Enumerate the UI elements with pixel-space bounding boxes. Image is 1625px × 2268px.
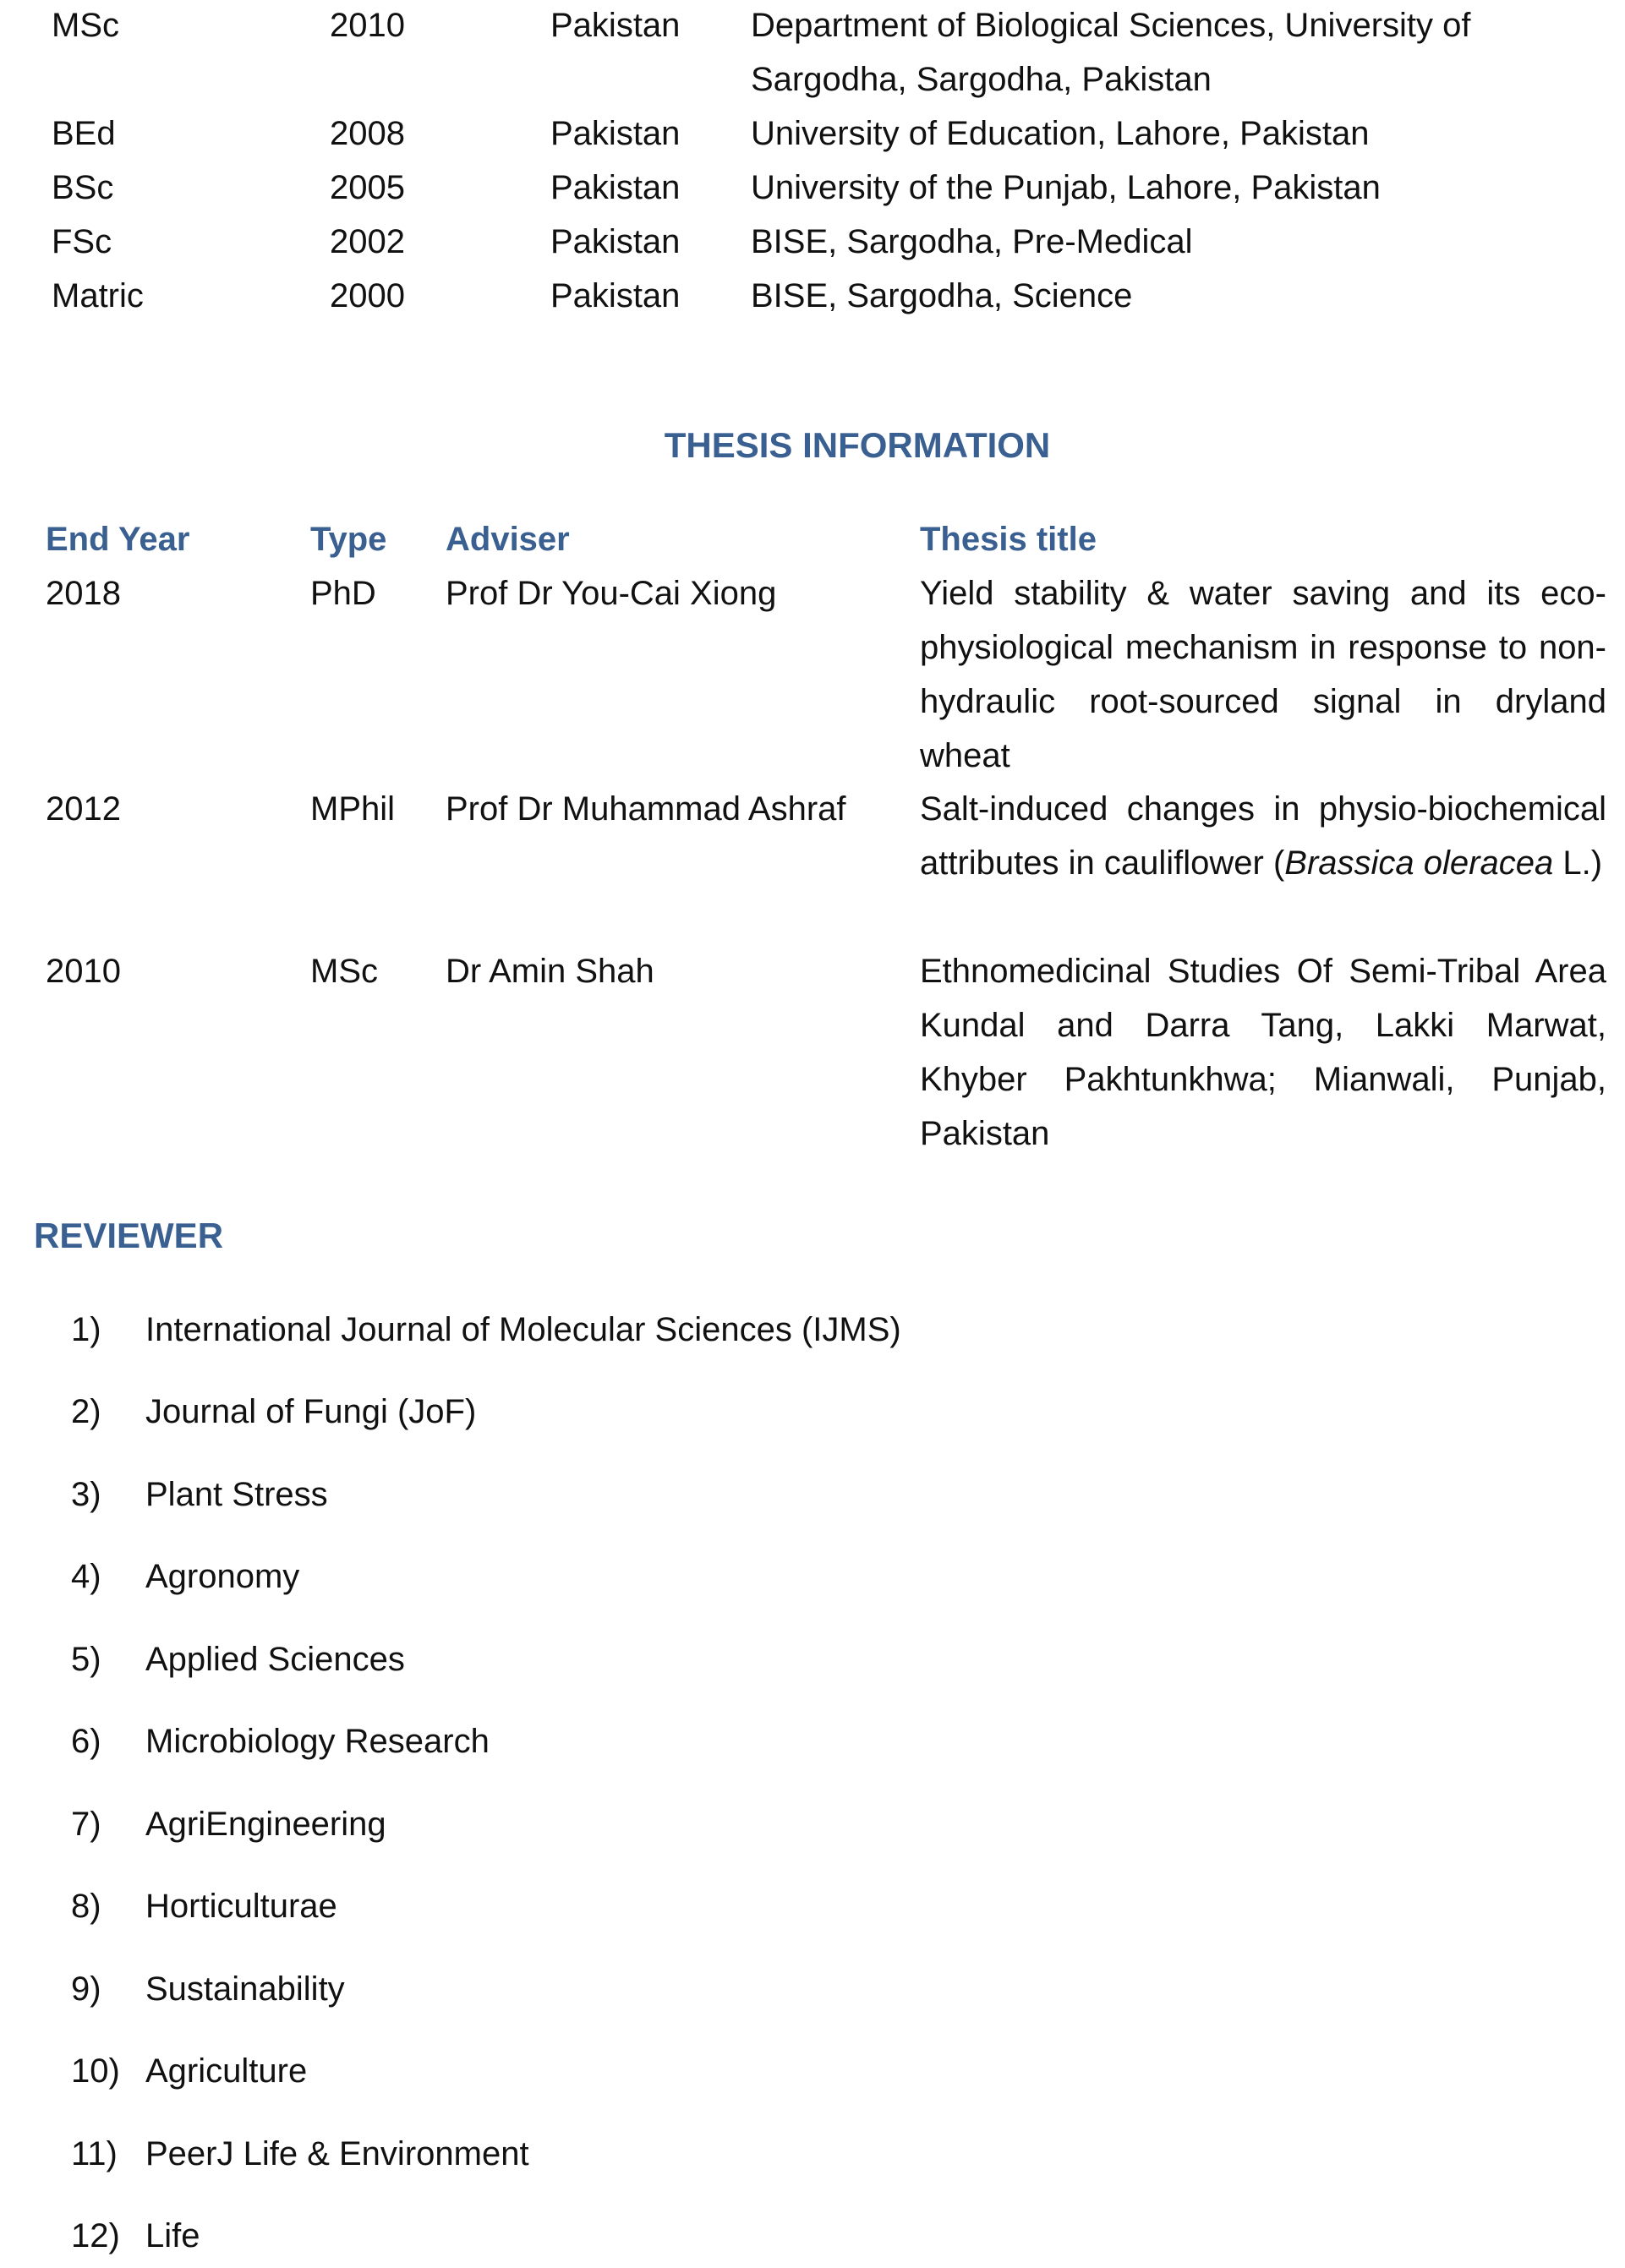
list-number: 3) [71,1476,101,1513]
thesis-end-year: 2010 [46,953,121,990]
education-institution: BISE, Sargodha, Science [751,277,1133,314]
column-header-type: Type [310,521,387,558]
list-number: 2) [71,1393,101,1430]
thesis-adviser: Prof Dr You-Cai Xiong [446,575,777,612]
journal-name: Life [145,2217,200,2254]
list-number: 10) [71,2052,120,2090]
education-institution-line: Sargodha, Sargodha, Pakistan [751,61,1212,98]
thesis-end-year: 2012 [46,790,121,828]
education-institution: BISE, Sargodha, Pre-Medical [751,223,1193,260]
journal-name: Applied Sciences [145,1641,405,1678]
education-institution: University of Education, Lahore, Pakistan [751,115,1370,152]
list-number: 8) [71,1888,101,1925]
journal-name: Horticulturae [145,1888,337,1925]
list-number: 4) [71,1558,101,1595]
thesis-title-text: Ethnomedicinal Studies Of Semi-Tribal Area Kundal and Darra Tang, Lakki Marwat, Khyber Pakhtunkhwa; Mianwali, Punjab, Pakistan [920,953,1606,1152]
thesis-title [920,944,1606,1161]
journal-name: Plant Stress [145,1476,328,1513]
list-number: 6) [71,1723,101,1760]
journal-name: Sustainability [145,1970,345,2008]
thesis-title [920,782,1606,890]
column-header-thesis-title: Thesis title [920,521,1097,558]
reviewer-section-heading: REVIEWER [34,1216,224,1255]
list-number: 7) [71,1806,101,1843]
education-country: Pakistan [550,169,681,206]
column-header-end-year: End Year [46,521,190,558]
education-degree: Matric [52,277,144,314]
education-degree: BEd [52,115,116,152]
journal-name: Agriculture [145,2052,308,2090]
thesis-title-text-end: L.) [1553,844,1603,882]
thesis-end-year: 2018 [46,575,121,612]
journal-name: AgriEngineering [145,1806,386,1843]
education-country: Pakistan [550,223,681,260]
thesis-adviser: Dr Amin Shah [446,953,654,990]
education-country: Pakistan [550,115,681,152]
column-header-adviser: Adviser [446,521,570,558]
thesis-title [920,566,1606,783]
education-country: Pakistan [550,277,681,314]
education-degree: MSc [52,7,119,44]
thesis-title-text: Yield stability & water saving and its eco-physiological mechanism in response to non-hydraulic root-sourced signal in dryland wheat [920,575,1606,774]
thesis-type: PhD [310,575,376,612]
education-degree: BSc [52,169,114,206]
thesis-title-text: Salt-induced changes in physio-biochemical attributes in cauliflower ( [920,790,1606,882]
education-year: 2010 [330,7,405,44]
education-institution [751,0,1605,107]
thesis-section-heading: THESIS INFORMATION [664,425,1051,465]
journal-name: Agronomy [145,1558,300,1595]
list-number: 9) [71,1970,101,2008]
education-country: Pakistan [550,7,681,44]
thesis-title-species: Brassica oleracea [1284,844,1554,882]
education-institution-line: Department of Biological Sciences, University of [751,7,1471,44]
education-year: 2005 [330,169,405,206]
thesis-type: MSc [310,953,378,990]
journal-name: Journal of Fungi (JoF) [145,1393,477,1430]
education-year: 2008 [330,115,405,152]
thesis-type: MPhil [310,790,396,828]
list-number: 1) [71,1311,101,1348]
journal-name: International Journal of Molecular Sciences (IJMS) [145,1311,901,1348]
education-year: 2002 [330,223,405,260]
list-number: 5) [71,1641,101,1678]
list-number: 11) [71,2135,118,2172]
journal-name: Microbiology Research [145,1723,490,1760]
thesis-adviser: Prof Dr Muhammad Ashraf [446,790,846,828]
education-institution: University of the Punjab, Lahore, Pakistan [751,169,1381,206]
education-degree: FSc [52,223,112,260]
list-number: 12) [71,2217,120,2254]
journal-name: PeerJ Life & Environment [145,2135,529,2172]
education-year: 2000 [330,277,405,314]
